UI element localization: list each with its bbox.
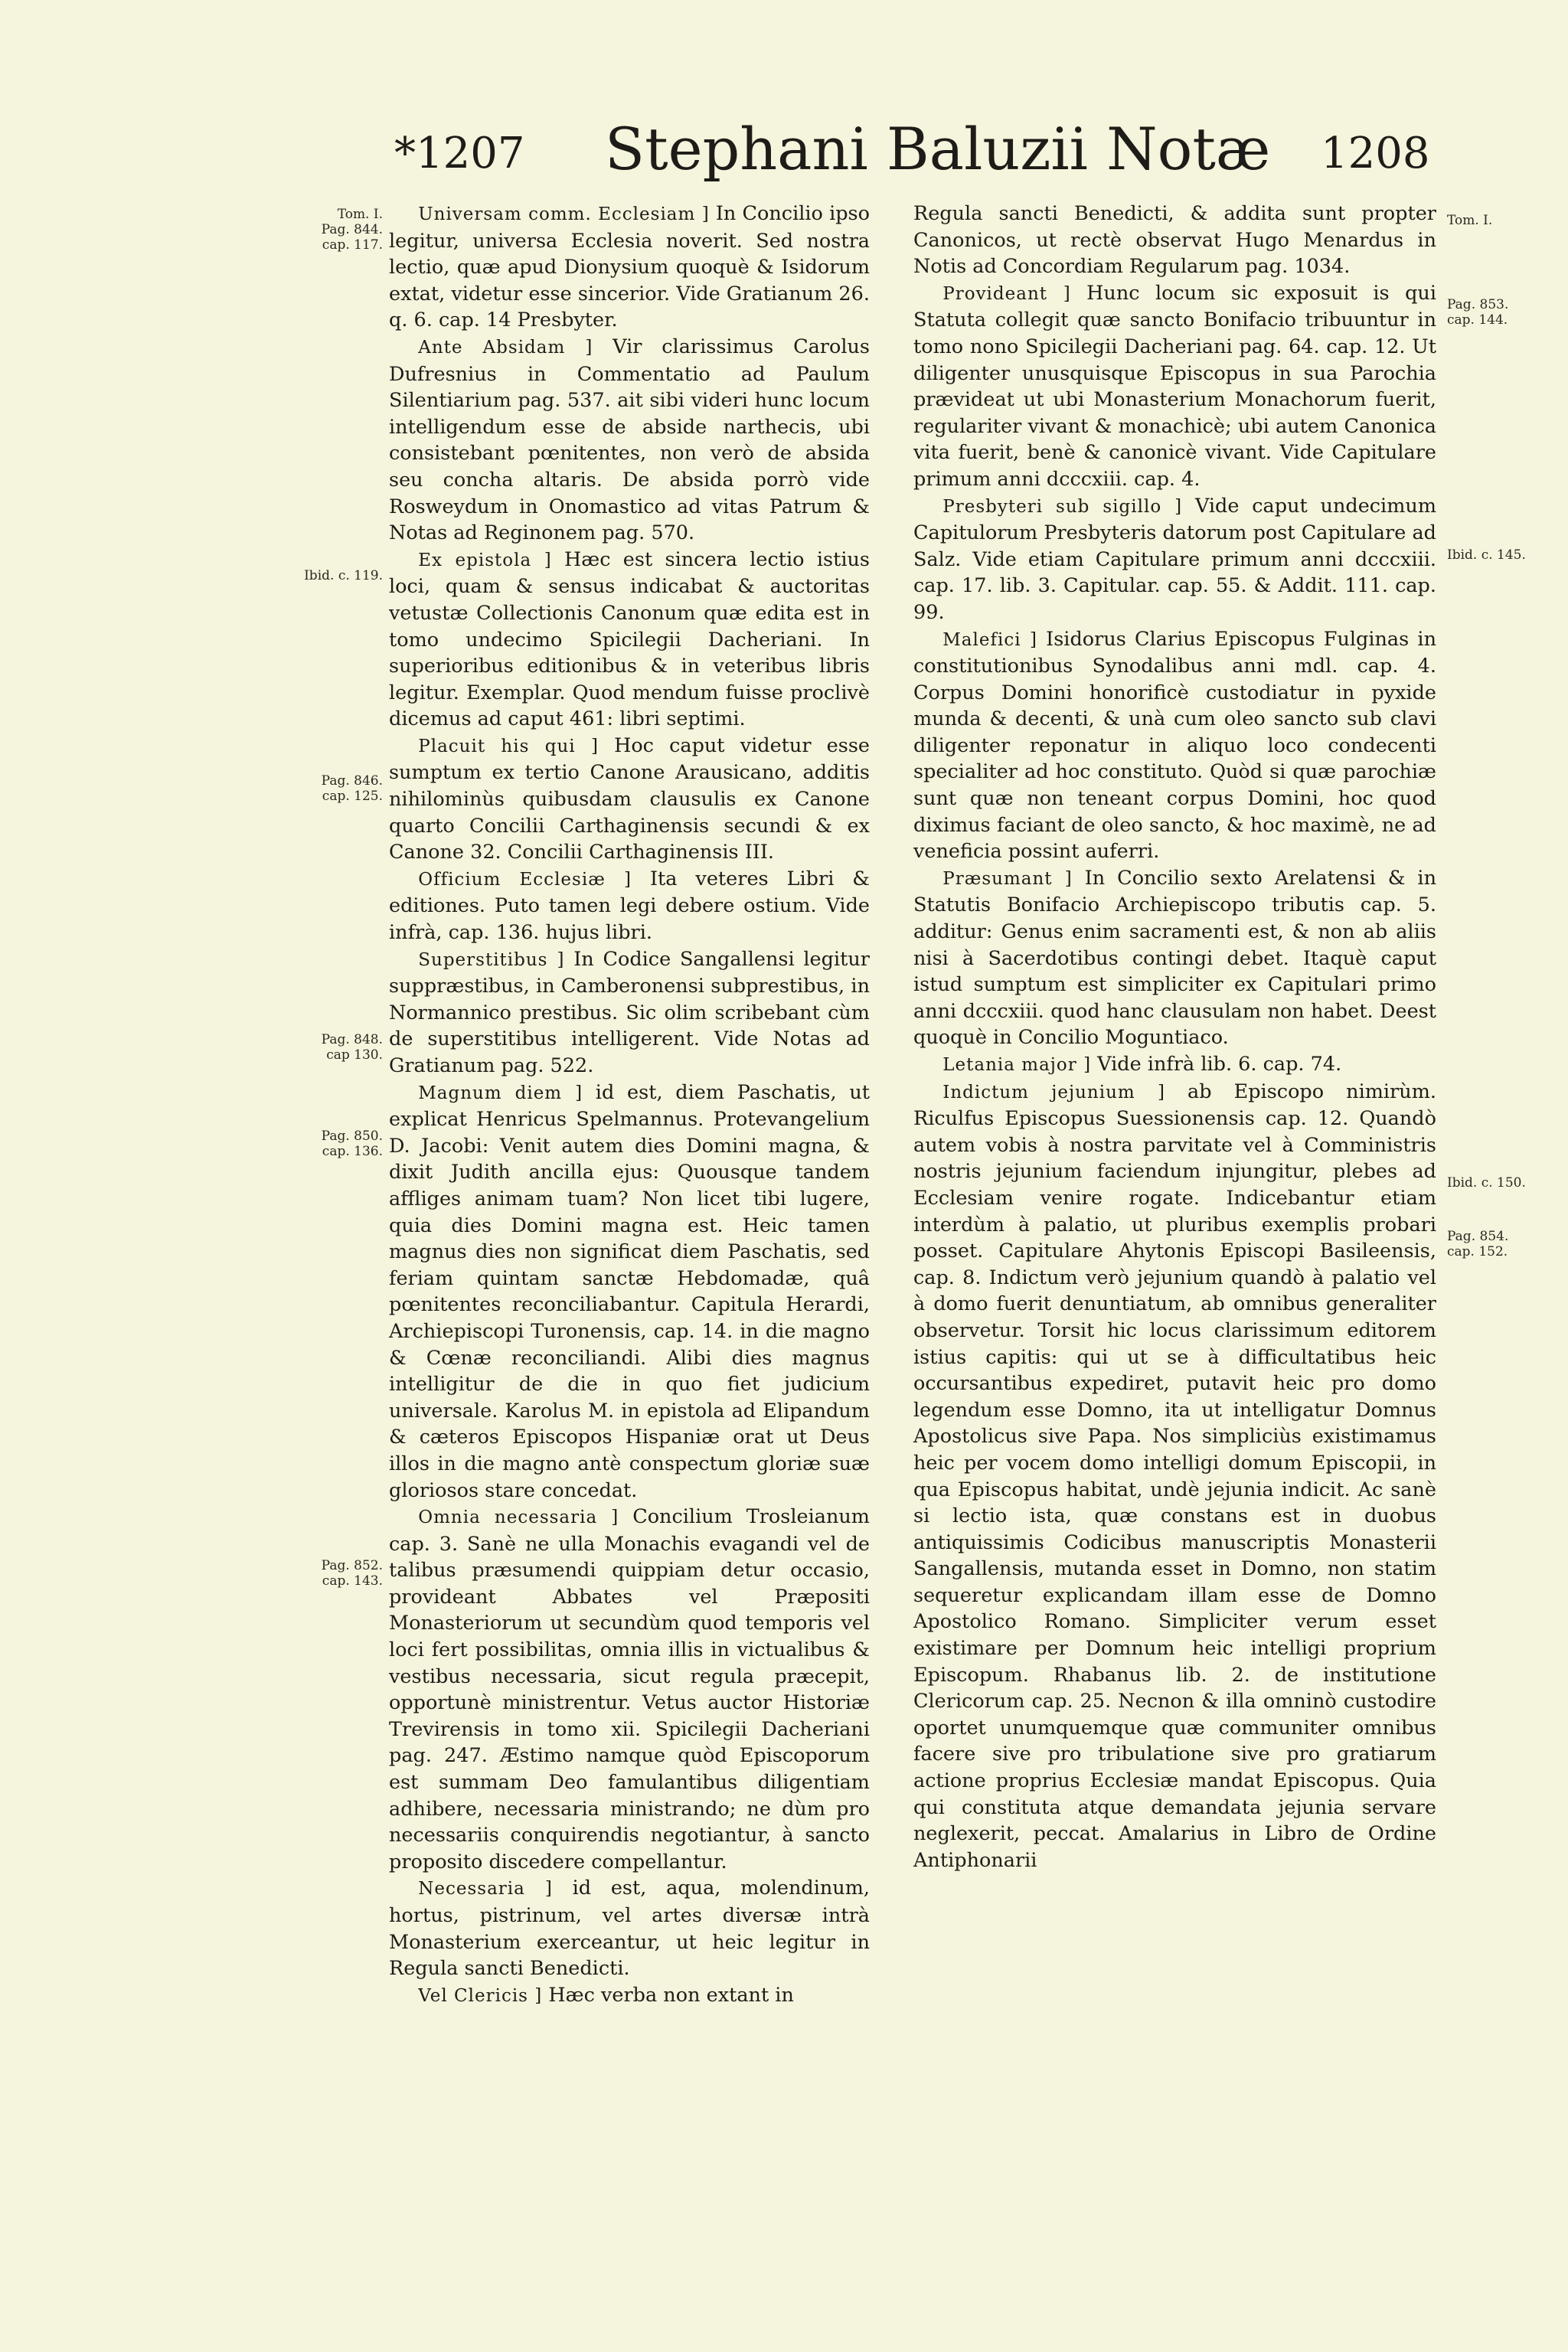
margin-note-line: cap. 143. [322,1573,383,1589]
margin-note-line: cap. 117. [322,237,383,253]
lemma: Officium Ecclesiæ ] [418,869,632,890]
margin-note-line: Tom. I. [337,207,383,222]
lemma: Vel Clericis ] [418,1985,543,2006]
note-paragraph [389,1875,870,1981]
note-text: Regula sancti Benedicti, & addita sunt propter Canonicos, ut rectè observat Hugo Menardus in Notis ad Concordiam Regularum pag. 1034. [913,202,1436,279]
note-text: Isidorus Clarius Episcopus Fulginas in constitutionibus Synodalibus anni mdl. cap. 4. Corpus Domini honorificè custodiatur in pyxide munda & decenti, & unà cum oleo sancto sub clavi diligenter reponatur in aliquo loco condecenti specialiter ad hoc constituto. Quòd si quæ parochiæ sunt quæ non teneant corpus Domini, hoc quod diximus faciant de oleo sancto, & hoc maximè, ne ad veneficia possint auferri. [913,627,1436,864]
lemma: Universam comm. Ecclesiam ] [418,204,710,224]
note-text: Concilium Trosleianum cap. 3. Sanè ne ulla Monachis evagandi vel de talibus præsumendi quippiam detur occasio, provideant Abbates vel Præpositi Monasteriorum ut secundùm quod temporis vel loci fert possibilitas, omnia illis in victualibus & vestibus necessaria, sicut regula præcepit, opportunè ministrentur. Vetus auctor Historiæ Trevirensis in tomo xii. Spicilegii Dacheriani pag. 247. Æstimo namque quòd Episcoporum est summam Deo famulantibus diligentiam adhibere, necessaria ministrando; ne dùm pro necessariis conquirendis negotiantur, à sancto proposito discedere compellantur. [389,1505,870,1873]
note-text: Vide infrà lib. 6. cap. 74. [1097,1053,1342,1076]
margin-note [322,773,383,804]
lemma: Malefici ] [942,629,1037,650]
note-paragraph [913,865,1436,1051]
lemma: Necessaria ] [418,1879,553,1900]
margin-note [322,1129,383,1159]
page-number-right: 1208 [1321,129,1430,178]
margin-note-line: Pag. 853. [1447,297,1509,312]
page-header [0,115,1568,207]
lemma: Letania major ] [942,1055,1092,1075]
margin-note-line: Pag. 854. [1447,1229,1509,1244]
lemma: Indictum jejunium ] [942,1082,1165,1102]
note-paragraph [389,1982,870,2010]
note-paragraph [913,201,1436,280]
right-column [913,201,1436,1873]
note-text: Hæc verba non extant in [548,1983,794,2007]
note-text: id est, aqua, molendinum, hortus, pistrinum, vel artes diversæ intrà Monasterium exerceantur, ut heic legitur in Regula sancti Benedicti. [389,1877,870,1981]
margin-note [1447,547,1526,563]
note-text: In Concilio ipso legitur, universa Ecclesia noverit. Sed nostra lectio, quæ apud Dionysium quoquè & Isidorum extat, videtur esse sincerior. Vide Gratianum 26. q. 6. cap. 14 Presbyter. [389,202,870,332]
margin-note-line: Pag. 846. [321,773,383,789]
lemma: Omnia necessaria ] [418,1508,619,1528]
note-paragraph [913,1079,1436,1874]
margin-note [1447,1229,1508,1259]
lemma: Presbyteri sub sigillo ] [942,496,1183,517]
lemma: Ex epistola ] [418,550,552,570]
note-text: id est, diem Paschatis, ut explicat Henricus Spelmannus. Protevangelium D. Jacobi: Venit autem dies Domini magna, & dixit Judith ancilla ejus: Quousque tandem affliges animam tuam? Non licet tibi lugere, quia dies Domini magna est. Heic tamen magnus dies non significat diem Paschatis, sed feriam quintam sanctæ Hebdomadæ, quâ pœnitentes reconciliabantur. Capitula Herardi, Archiepiscopi Turonensis, cap. 14. in die magno & Cœnæ reconciliandi. Alibi dies magnus intelligitur de die in quo fiet judicium universale. Karolus M. in epistola ad Elipandum & cæteros Episcopos Hispaniæ orat ut Deus illos in die magno antè conspectum gloriæ suæ gloriosos stare concedat. [389,1080,870,1502]
note-paragraph [389,733,870,866]
margin-note-line: Tom. I. [1447,213,1493,228]
note-text: Hoc caput videtur esse sumptum ex tertio Canone Arausicano, additis nihilominùs quibusdam clausulis ex Canone quarto Concilii Carthaginensis secundi & ex Canone 32. Concilii Carthaginensis III. [389,733,871,864]
margin-note [1447,297,1508,328]
margin-note-line: Pag. 850. [321,1129,383,1144]
note-paragraph [389,1080,870,1504]
note-text: Ita veteres Libri & editiones. Puto tamen legi debere ostium. Vide infrà, cap. 136. hujus libri. [389,867,871,945]
lemma: Superstitibus ] [418,949,565,970]
lemma: Provideant ] [942,283,1071,304]
margin-note-line: Pag. 848. [321,1032,383,1047]
margin-note [1447,213,1492,228]
note-text: Vide caput undecimum Capitulorum Presbyteris datorum post Capitulare ad Salz. Vide etiam Capitulare primum anni dcccxiii. cap. 17. lib. 3. Capitular. cap. 55. & Addit. 111. cap. 99. [913,494,1436,624]
margin-note-line: cap. 152. [1447,1244,1508,1259]
page-number-left: *1207 [394,129,525,178]
margin-note-line: Pag. 844. [321,222,383,237]
note-paragraph [913,1051,1436,1079]
left-column [389,201,870,2009]
margin-note-line: cap 130. [326,1047,383,1063]
lemma: Præsumant ] [942,868,1073,889]
margin-note-line: cap. 136. [322,1144,383,1159]
note-paragraph [389,946,870,1080]
margin-note-line: Ibid. c. 145. [1447,547,1526,563]
running-title: Stephani Baluzii Notæ [605,115,1271,183]
margin-note [304,568,383,583]
note-paragraph [389,866,870,946]
note-text: Vir clarissimus Carolus Dufresnius in Commentatio ad Paulum Silentiarium pag. 537. ait sibi videri hunc locum intelligendum esse de abside narthecis, ubi consistebant pœnitentes, non verò de absida seu concha altaris. De absida porrò vide Rosweydum in Onomastico ad vitas Patrum & Notas ad Reginonem pag. 570. [389,335,871,545]
note-paragraph [913,493,1436,626]
margin-note-line: Ibid. c. 150. [1447,1175,1526,1191]
note-paragraph [389,201,870,334]
margin-note-line: Pag. 852. [321,1558,383,1573]
note-text: In Codice Sangallensi legitur suppræstibus, in Camberonensi subprestibus, in Normannico prestibus. Sic olim scribebant cùm de superstitibus intelligerent. Vide Notas ad Gratianum pag. 522. [389,947,870,1077]
note-text: Hunc locum sic exposuit is qui Statuta collegit quæ sancto Bonifacio tribuuntur in tomo nono Spicilegii Dacheriani pag. 64. cap. 12. Ut diligenter unusquisque Episcopus in sua Parochia prævideat ut ubi Monasterium Monachorum fuerit, regulariter vivant & monachicè; ubi autem Canonica vita fuerit, benè & canonicè vivant. Vide Capitulare primum anni dcccxiii. cap. 4. [913,281,1437,491]
margin-note [1447,1175,1526,1191]
margin-note-line: cap. 144. [1447,312,1508,328]
margin-note [322,207,383,253]
note-text: Hæc est sincera lectio istius loci, quam & sensus indicabat & auctoritas vetustæ Collectionis Canonum quæ edita est in tomo undecimo Spicilegii Dacheriani. In superioribus editionibus & in veteribus libris legitur. Exemplar. Quod mendum fuisse proclivè dicemus ad caput 461: libri septimi. [389,547,870,731]
note-paragraph [913,280,1436,493]
lemma: Magnum diem ] [418,1083,583,1103]
note-paragraph [389,547,870,733]
note-text: In Concilio sexto Arelatensi & in Statutis Bonifacio Archiepiscopo tributis cap. 5. additur: Genus enim sacramenti est, & non ab aliis nisi à Sacerdotibus contingi debet. Itaquè caput istud sumptum est simpliciter ex Capitulari primo anni dcccxiii. quod hanc clausulam non habet. Deest quoquè in Concilio Moguntiaco. [913,866,1437,1050]
lemma: Placuit his qui ] [418,736,599,756]
note-paragraph [389,1504,870,1875]
lemma: Ante Absidam ] [418,337,593,358]
note-paragraph [913,626,1436,865]
note-paragraph [389,334,870,547]
margin-note-line: Ibid. c. 119. [304,568,383,583]
margin-note [322,1558,383,1589]
margin-note [322,1032,383,1063]
note-text: ab Episcopo nimirùm. Riculfus Episcopus Suessionensis cap. 12. Quandò autem vobis à nostra parvitate vel à Comministris nostris jejunium faciendum injungitur, plebes ad Ecclesiam venire rogate. Indicebantur etiam interdùm à palatio, ut pluribus exemplis probari posset. Capitulare Ahytonis Episcopi Basileensis, cap. 8. Indictum verò jejunium quandò à palatio vel à domo fuerit denuntiatum, ab omnibus generaliter observetur. Torsit hic locus clarissimum editorem istius capitis: qui ut se à difficultatibus heic occursantibus expediret, putavit heic pro domo legendum esse Domno, ita ut intelligatur Domnus Apostolicus sive Papa. Nos simpliciùs existimamus heic per vocem domo intelligi domum Episcopii, in qua Episcopus habitat, undè jejunia indicit. Ac sanè si lectio ista, quæ constans est in duobus antiquissimis Codicibus manuscriptis Monasterii Sangallensis, mutanda esset in Domno, non statim sequeretur explicandam illam esse de Domno Apostolico Romano. Simpliciter verum esset existimare per Domnum heic intelligi proprium Episcopum. Rhabanus lib. 2. de institutione Clericorum cap. 25. Necnon & illa omninò custodire oportet unumquemque quæ communiter omnibus facere sive pro tribulatione sive pro gratiarum actione proprius Ecclesiæ mandat Episcopus. Quia qui constituta atque demandata jejunia servare neglexerit, peccat. Amalarius in Libro de Ordine Antiphonarii [913,1080,1436,1872]
margin-note-line: cap. 125. [322,789,383,804]
